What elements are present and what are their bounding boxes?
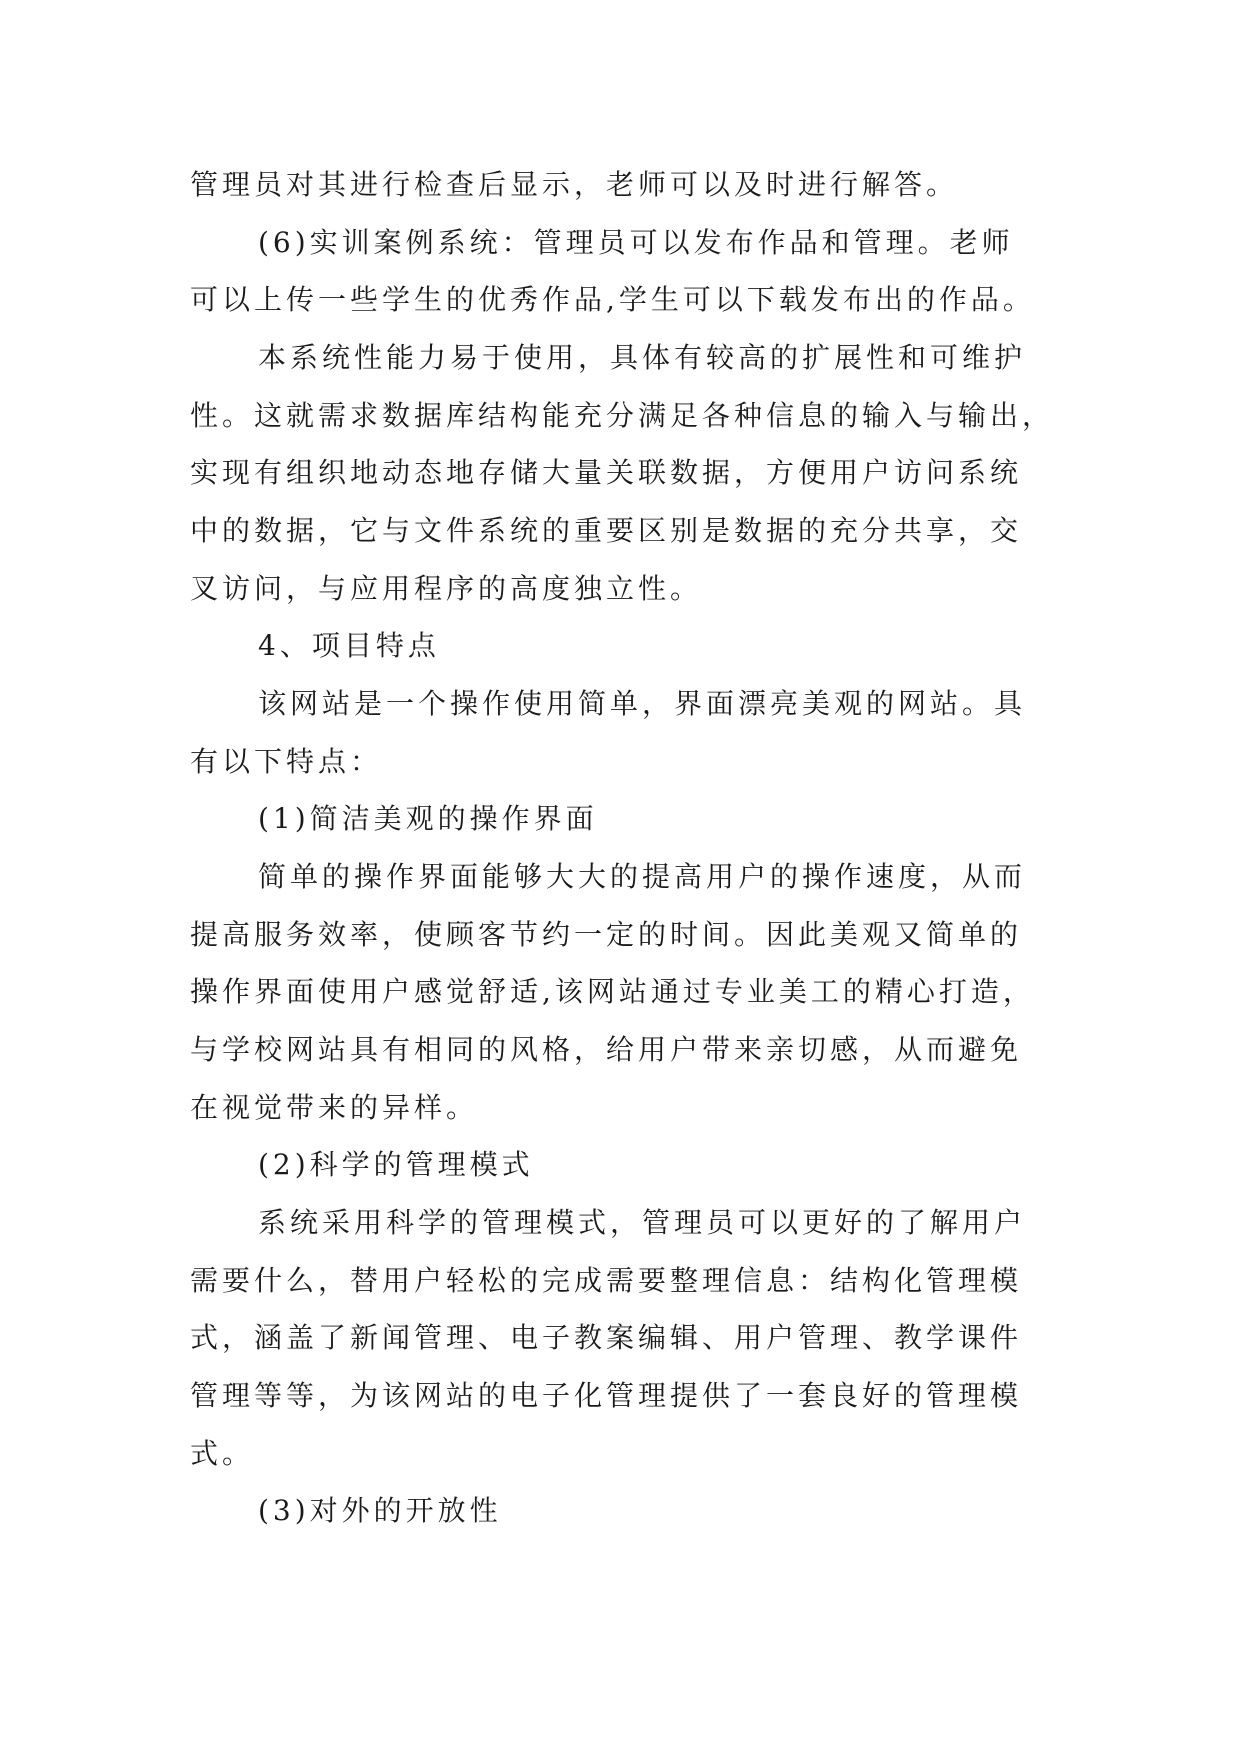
text-line-2: (6)实训案例系统：管理员可以发布作品和管理。老师 [258,226,1014,259]
text-line-4: 本系统性能力易于使用，具体有较高的扩展性和可维护 [258,341,1027,374]
text-line-22: 管理等等，为该网站的电子化管理提供了一套良好的管理模 [190,1379,1023,1412]
text-line-5: 性。这就需求数据库结构能充分满足各种信息的输入与输出， [190,399,1055,432]
text-line-11: 有以下特点： [190,745,383,778]
text-line-6: 实现有组织地动态地存储大量关联数据，方便用户访问系统 [190,456,1023,489]
subheading-1: (1)简洁美观的操作界面 [258,802,598,835]
text-line-23: 式。 [190,1437,255,1470]
text-line-14: 提高服务效率，使顾客节约一定的时间。因此美观又简单的 [190,918,1023,951]
text-line-15: 操作界面使用户感觉舒适,该网站通过专业美工的精心打造， [190,975,1035,1008]
text-line-8: 叉访问，与应用程序的高度独立性。 [190,572,703,605]
text-line-20: 需要什么，替用户轻松的完成需要整理信息：结构化管理模 [190,1264,1023,1297]
text-line-21: 式，涵盖了新闻管理、电子教案编辑、用户管理、教学课件 [190,1321,1023,1354]
text-line-13: 简单的操作界面能够大大的提高用户的操作速度，从而 [258,860,1027,893]
section-heading-4: 4、项目特点 [258,629,440,662]
subheading-2: (2)科学的管理模式 [258,1148,534,1181]
text-line-10: 该网站是一个操作使用简单，界面漂亮美观的网站。具 [258,687,1027,720]
subheading-3: (3)对外的开放性 [258,1494,502,1527]
text-line-16: 与学校网站具有相同的风格，给用户带来亲切感，从而避免 [190,1033,1023,1066]
text-line-7: 中的数据，它与文件系统的重要区别是数据的充分共享，交 [190,514,1023,547]
text-line-1: 管理员对其进行检查后显示，老师可以及时进行解答。 [190,168,959,201]
text-line-17: 在视觉带来的异样。 [190,1091,479,1124]
text-line-3: 可以上传一些学生的优秀作品,学生可以下载发布出的作品。 [190,283,1035,316]
text-line-19: 系统采用科学的管理模式，管理员可以更好的了解用户 [258,1206,1027,1239]
